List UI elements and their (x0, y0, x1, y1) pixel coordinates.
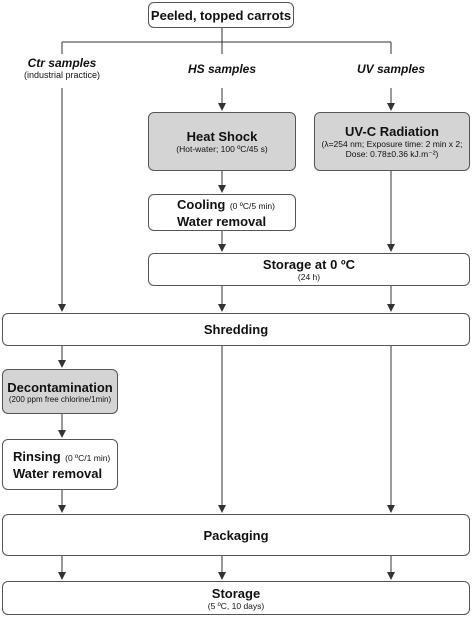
node-peeled-carrots (148, 2, 294, 28)
storage0-title: Storage at 0 ºC (262, 257, 356, 272)
shredding-title: Shredding (203, 322, 269, 337)
storage-final-title: Storage (211, 585, 261, 601)
storage0-detail: (24 h) (297, 272, 321, 282)
node-packaging (2, 514, 470, 556)
cooling-detail: (0 ºC/5 min) (229, 201, 275, 211)
cooling-water-removal: Water removal (177, 214, 267, 229)
branch-ctr-sub: (industrial practice) (23, 70, 101, 80)
branch-ctr-title: Ctr samples (27, 56, 97, 70)
branch-uv-title: UV samples (356, 62, 426, 76)
node-peeled-label: Peeled, topped carrots (150, 7, 292, 23)
node-shredding (2, 313, 470, 346)
cooling-title: Cooling (177, 197, 226, 212)
branch-uv (331, 62, 451, 76)
storage-final-detail: (5 ºC, 10 days) (207, 600, 265, 611)
node-storage-final (2, 581, 470, 615)
branch-hs (162, 62, 282, 76)
uvc-detail-2: Dose: 0.78±0.36 kJ.m⁻²) (345, 148, 439, 159)
decon-title: Decontamination (7, 379, 113, 395)
node-uvc-radiation (314, 112, 470, 171)
node-storage-0c (148, 253, 470, 286)
branch-ctr (2, 56, 122, 80)
packaging-title: Packaging (203, 527, 269, 543)
node-decontamination (2, 369, 118, 414)
heat-shock-title: Heat Shock (186, 129, 258, 144)
node-rinsing (2, 439, 118, 490)
heat-shock-detail: (Hot-water; 100 ºC/45 s) (176, 144, 268, 154)
rinsing-title: Rinsing (13, 449, 61, 464)
decon-detail: (200 ppm free chlorine/1min) (8, 394, 112, 404)
rinsing-water-removal: Water removal (13, 466, 103, 481)
uvc-title: UV-C Radiation (345, 123, 439, 139)
uvc-detail-1: (λ=254 nm; Exposure time: 2 min x 2; (321, 138, 463, 149)
node-cooling (148, 194, 296, 231)
node-heat-shock (148, 112, 296, 171)
branch-hs-title: HS samples (187, 62, 257, 76)
rinsing-detail: (0 ºC/1 min) (65, 453, 111, 463)
